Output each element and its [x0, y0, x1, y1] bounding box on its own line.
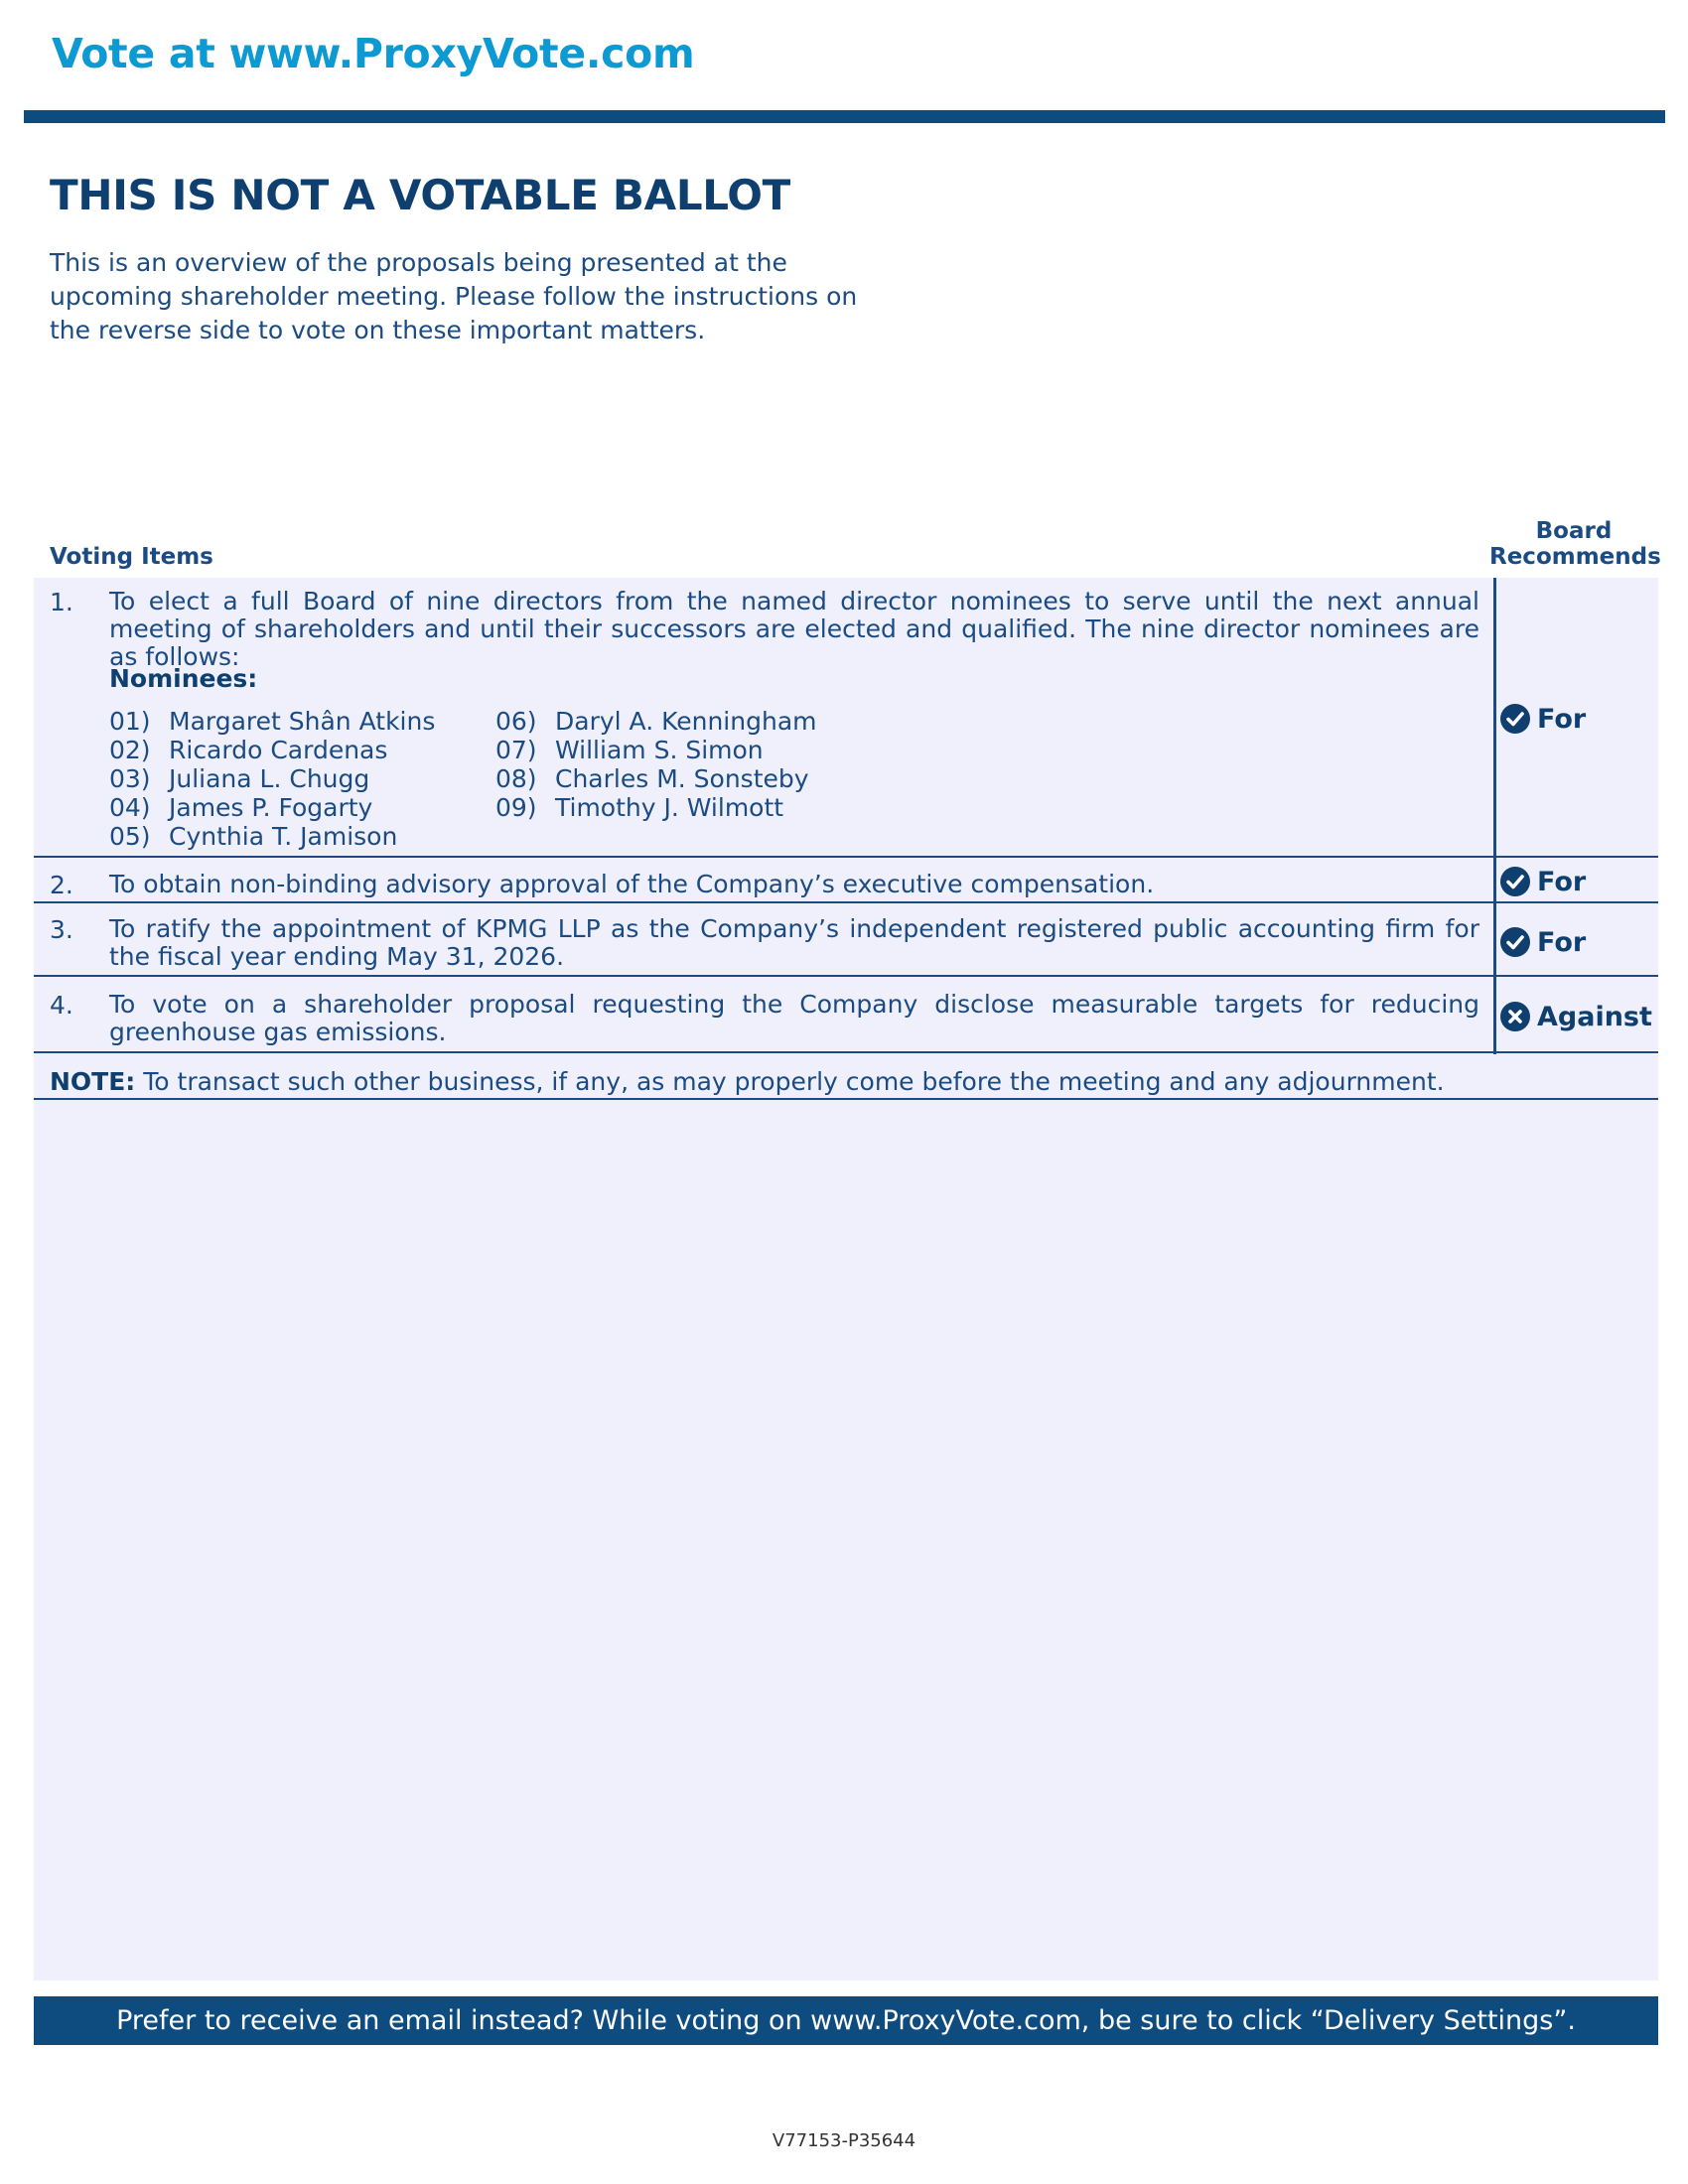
- item-4-recommendation: [1499, 1001, 1652, 1032]
- nominee-name: Cynthia T. Jamison: [169, 822, 398, 851]
- nominee-number: 02): [109, 736, 151, 764]
- recommendation-label: For: [1537, 866, 1587, 897]
- nominee-number: 06): [495, 707, 537, 736]
- row-divider: [34, 975, 1658, 977]
- item-4-number: 4.: [50, 991, 73, 1020]
- row-divider: [34, 1051, 1658, 1053]
- item-1-text: To elect a full Board of nine directors from the named director nominees to serve until the next annual meeting of shareholders and until their successors are elected and qualified. The nine director nominees are as follows:: [109, 587, 1479, 671]
- item-2-text: To obtain non-binding advisory approval of the Company’s executive compensation.: [109, 870, 1155, 898]
- item-3-recommendation: [1499, 926, 1586, 958]
- board-recommends-line2: Recommends: [1489, 544, 1661, 570]
- nominee-row: [495, 793, 817, 822]
- recommendation-column-divider: [1493, 578, 1496, 1054]
- item-2-recommendation: [1499, 866, 1586, 897]
- nominee-row: [495, 736, 817, 764]
- page-title: THIS IS NOT A VOTABLE BALLOT: [50, 171, 791, 219]
- nominee-name: Timothy J. Wilmott: [555, 793, 784, 822]
- board-recommends-header: [1489, 518, 1661, 570]
- check-circle-icon: [1499, 703, 1531, 735]
- nominees-left-column: [109, 707, 435, 851]
- intro-text: This is an overview of the proposals being presented at the upcoming shareholder meeting. Please follow the instructions on the reverse side to vote on these important matters.: [50, 248, 858, 344]
- document-code: V77153-P35644: [772, 2130, 916, 2151]
- board-recommends-line1: Board: [1535, 518, 1613, 544]
- note-text: To transact such other business, if any, as may properly come before the meeting and any adjournment.: [143, 1067, 1445, 1096]
- item-1-number: 1.: [50, 588, 73, 616]
- item-1-recommendation: [1499, 703, 1586, 735]
- header-rule: [24, 110, 1665, 123]
- nominee-row: [109, 736, 435, 764]
- note: [50, 1067, 1445, 1096]
- check-circle-icon: [1499, 866, 1531, 897]
- recommendation-label: For: [1537, 926, 1587, 958]
- nominee-number: 07): [495, 736, 537, 764]
- item-3-number: 3.: [50, 915, 73, 944]
- nominee-name: Charles M. Sonsteby: [555, 764, 809, 793]
- nominee-name: James P. Fogarty: [169, 793, 373, 822]
- vote-link[interactable]: Vote at www.ProxyVote.com: [52, 30, 695, 77]
- nominee-number: 08): [495, 764, 537, 793]
- nominee-name: Ricardo Cardenas: [169, 736, 388, 764]
- delivery-settings-banner: Prefer to receive an email instead? While voting on www.ProxyVote.com, be sure to click “Delivery Settings”.: [34, 1996, 1658, 2045]
- row-divider: [34, 901, 1658, 903]
- x-circle-icon: [1499, 1001, 1531, 1032]
- nominee-name: Daryl A. Kenningham: [555, 707, 817, 736]
- item-2-number: 2.: [50, 871, 73, 899]
- recommendation-label: For: [1537, 703, 1587, 735]
- nominee-row: [109, 764, 435, 793]
- nominee-row: [109, 793, 435, 822]
- nominee-number: 04): [109, 793, 151, 822]
- nominee-row: [109, 822, 435, 851]
- nominee-name: William S. Simon: [555, 736, 764, 764]
- nominee-number: 01): [109, 707, 151, 736]
- row-divider: [34, 1098, 1658, 1100]
- check-circle-icon: [1499, 926, 1531, 958]
- item-4-text: To vote on a shareholder proposal requesting the Company disclose measurable targets for reducing greenhouse gas emissions.: [109, 990, 1479, 1046]
- item-3-text: To ratify the appointment of KPMG LLP as the Company’s independent registered public accounting firm for the fiscal year ending May 31, 2026.: [109, 914, 1479, 971]
- nominee-number: 03): [109, 764, 151, 793]
- note-label: NOTE:: [50, 1067, 136, 1096]
- nominees-label: Nominees:: [109, 664, 258, 693]
- nominee-row: [495, 764, 817, 793]
- nominee-number: 09): [495, 793, 537, 822]
- nominee-number: 05): [109, 822, 151, 851]
- recommendation-label: Against: [1537, 1001, 1652, 1032]
- nominee-row: [109, 707, 435, 736]
- nominee-name: Juliana L. Chugg: [169, 764, 370, 793]
- nominee-row: [495, 707, 817, 736]
- nominees-right-column: [495, 707, 817, 822]
- nominee-name: Margaret Shân Atkins: [169, 707, 436, 736]
- voting-items-header: Voting Items: [50, 544, 213, 570]
- row-divider: [34, 856, 1658, 858]
